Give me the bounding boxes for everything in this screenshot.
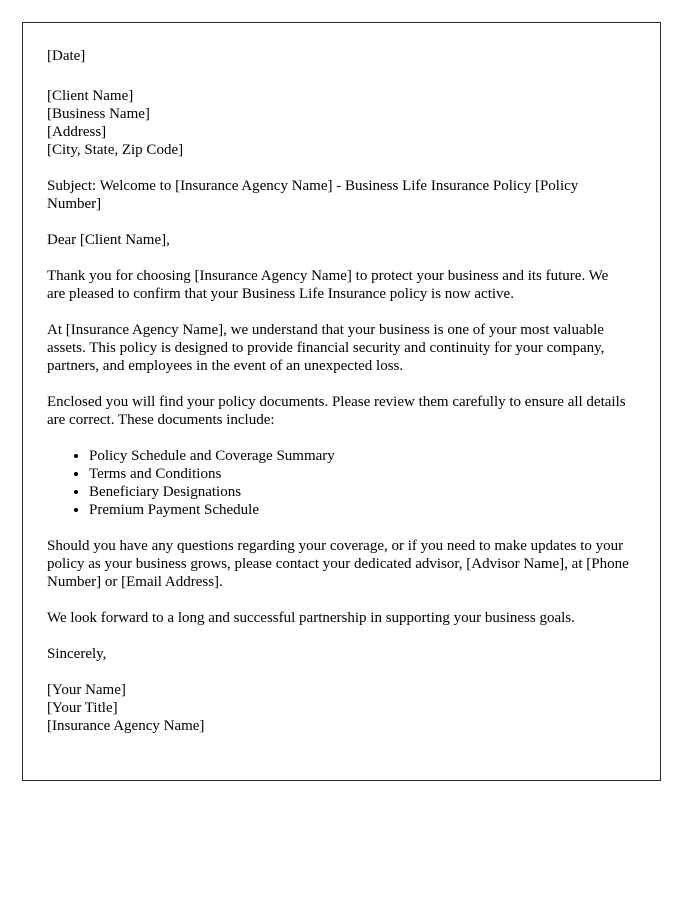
list-item: • Terms and Conditions [89,465,630,483]
signature-your-name: [Your Name] [47,682,126,698]
subject-line: Subject: Welcome to [Insurance Agency Name] - Business Life Insurance Policy [Policy Number] [47,178,579,212]
enclosed-documents-list [47,447,630,519]
body-paragraph-1: Thank you for choosing [Insurance Agency Name] to protect your business and its future. We are pleased to confirm that your Business Life Insurance policy is now active. [47,268,609,302]
signature-agency-name: [Insurance Agency Name] [47,718,205,734]
closing-paragraph-1: Should you have any questions regarding your coverage, or if you need to make updates to your policy as your business grows, please contact your dedicated advisor, [Advisor Name], at [Phone Number] or [Email Address]. [47,538,629,590]
list-item: • Premium Payment Schedule [89,501,630,519]
recipient-business-name: [Business Name] [47,106,150,122]
document-page-frame [22,22,661,781]
date-block [47,47,630,65]
body-paragraph-2: At [Insurance Agency Name], we understand that your business is one of your most valuable assets. This policy is designed to provide financial security and continuity for your company, partners, and employees in the event of an unexpected loss. [47,322,605,374]
list-item: • Policy Schedule and Coverage Summary [89,447,630,465]
recipient-city-state-zip: [City, State, Zip Code] [47,142,184,158]
signature-block [47,681,630,735]
date-placeholder: [Date] [47,48,86,64]
list-item: • Beneficiary Designations [89,483,630,501]
closing-paragraph-2: We look forward to a long and successful partnership in supporting your business goals. [47,610,575,626]
signature-your-title: [Your Title] [47,700,118,716]
recipient-address-block [47,87,630,159]
body-paragraph-3: Enclosed you will find your policy documents. Please review them carefully to ensure all details are correct. These documents include: [47,394,626,428]
letter-body [47,47,630,735]
sign-off: Sincerely, [47,646,107,662]
salutation: Dear [Client Name], [47,232,170,248]
recipient-address: [Address] [47,124,107,140]
recipient-client-name: [Client Name] [47,88,134,104]
